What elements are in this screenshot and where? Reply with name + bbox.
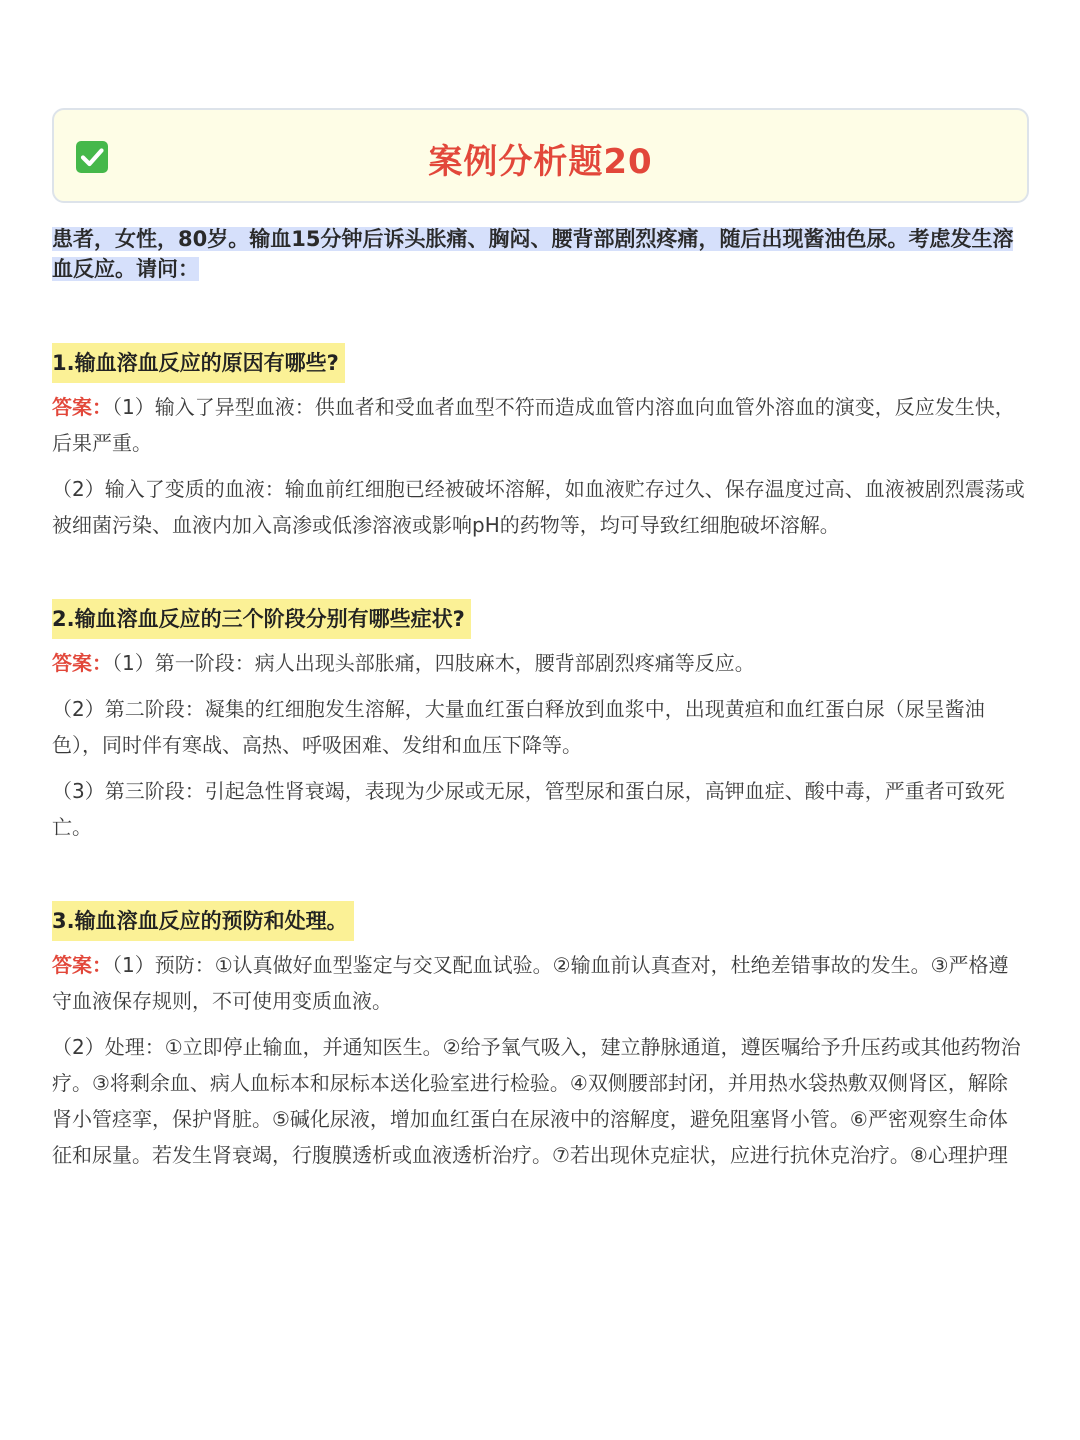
question-section-2: [52, 599, 1027, 845]
case-description-text: 患者，女性，80岁。输血15分钟后诉头胀痛、胸闷、腰背部剧烈疼痛，随后出现酱油色尿。考虑发生溶血反应。请问：: [52, 227, 1014, 281]
page-title: 案例分析题20: [428, 142, 653, 182]
title-box: [52, 108, 1029, 203]
answer-paragraph: [52, 947, 1027, 1019]
question-section-3: [52, 901, 1027, 1173]
answer-paragraph: [52, 645, 1027, 681]
question-section-1: [52, 343, 1027, 543]
answer-paragraph: [52, 389, 1027, 461]
answer-label: 答案：: [52, 953, 112, 977]
answer-text: （3）第三阶段：引起急性肾衰竭，表现为少尿或无尿，管型尿和蛋白尿，高钾血症、酸中毒，严重者可致死亡。: [52, 779, 1005, 839]
answer-paragraph: [52, 691, 1027, 763]
case-description: [52, 224, 1027, 284]
answer-text: （2）第二阶段：凝集的红细胞发生溶解，大量血红蛋白释放到血浆中，出现黄疸和血红蛋白尿（尿呈酱油色），同时伴有寒战、高热、呼吸困难、发绀和血压下降等。: [52, 697, 985, 757]
answer-label: 答案：: [52, 651, 112, 675]
answer-label: 答案：: [52, 395, 112, 419]
question-title: 1.输血溶血反应的原因有哪些?: [52, 343, 345, 383]
question-title: 3.输血溶血反应的预防和处理。: [52, 901, 354, 941]
answer-text: （1）输入了异型血液：供血者和受血者血型不符而造成血管内溶血向血管外溶血的演变，反应发生快，后果严重。: [52, 395, 1015, 455]
answer-text: （2）输入了变质的血液：输血前红细胞已经被破坏溶解，如血液贮存过久、保存温度过高、血液被剧烈震荡或被细菌污染、血液内加入高渗或低渗溶液或影响pH的药物等，均可导致红细胞破坏溶解。: [52, 477, 1025, 537]
answer-paragraph: [52, 471, 1027, 543]
answer-text: （1）第一阶段：病人出现头部胀痛，四肢麻木，腰背部剧烈疼痛等反应。: [112, 651, 755, 675]
answer-paragraph: [52, 773, 1027, 845]
question-title: 2.输血溶血反应的三个阶段分别有哪些症状?: [52, 599, 471, 639]
answer-text: （2）处理：①立即停止输血，并通知医生。②给予氧气吸入，建立静脉通道，遵医嘱给予升压药或其他药物治疗。③将剩余血、病人血标本和尿标本送化验室进行检验。④双侧腰部封闭，并用热水袋热敷双侧肾区，解除肾小管痉挛，保护肾脏。⑤碱化尿液，增加血红蛋白在尿液中的溶解度，避免阻塞肾小管。⑥严密观察生命体征和尿量。若发生肾衰竭，行腹膜透析或血液透析治疗。⑦若出现休克症状，应进行抗休克治疗。⑧心理护理: [52, 1035, 1021, 1167]
answer-paragraph: [52, 1029, 1027, 1173]
answer-text: （1）预防：①认真做好血型鉴定与交叉配血试验。②输血前认真查对，杜绝差错事故的发生。③严格遵守血液保存规则，不可使用变质血液。: [52, 953, 1009, 1013]
